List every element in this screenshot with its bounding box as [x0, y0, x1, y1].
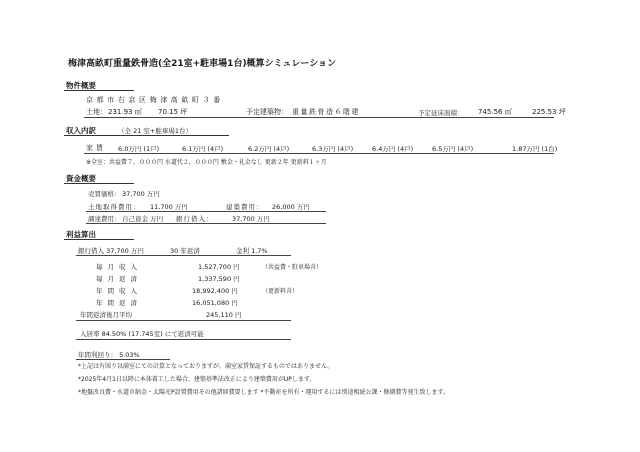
- row-annual-income-note: （更新料含）: [262, 288, 299, 295]
- loan-value: 37,700 万円: [232, 215, 270, 223]
- rent-5: 6.4万円 (4戸): [372, 145, 414, 153]
- footnote-3: *地盤改良費・水道市納金・太陽光P設置費用その他諸経費要します *不動産を所有・運用するには別途相続公課・修繕費等発生致します。: [78, 389, 450, 396]
- section-underline: [64, 183, 134, 184]
- self-funds: 自己資金 万円: [122, 215, 164, 223]
- floor-area-tsubo: 225.53 坪: [532, 108, 566, 116]
- row-monthly-avg-value: 245,110 円: [206, 311, 242, 319]
- section-underline: [64, 239, 134, 240]
- floor-area-m2: 745.56 ㎡: [478, 108, 512, 116]
- land-label: 土地：: [86, 108, 107, 116]
- page-title: 梅津高畝町重量鉄骨造(全21室+駐車場1台)概算シミュレーション: [68, 59, 337, 69]
- funds-rule-2: [86, 223, 326, 224]
- income-rule: [84, 153, 554, 154]
- property-address: 京都市右京区梅津高畝町３番: [86, 96, 224, 104]
- section-underline: [64, 135, 229, 136]
- rent-3: 6.2万円 (4戸): [248, 145, 290, 153]
- row-monthly-income-value: 1,527,700 円: [198, 263, 240, 271]
- property-rule: [84, 117, 554, 118]
- section-underline: [64, 90, 134, 91]
- price-value: 37,700 万円: [122, 190, 160, 198]
- row-monthly-repay-label: 毎月返済: [96, 275, 142, 283]
- loan-amount: 銀行借入 37,700 万円: [78, 247, 144, 255]
- source-label: 調達費用：: [88, 215, 121, 223]
- plan-label: 予定建築物：: [246, 108, 288, 116]
- rent-2: 6.1万円 (4戸): [182, 145, 224, 153]
- footnote-1: *上記は有図り以満室にての計算となっておりますが、満室家賃保証するものではありません。: [78, 363, 334, 370]
- occupancy-rate: 入居率 84.50% (17.745室) にて返済可能: [80, 330, 204, 338]
- rent-4: 6.3万円 (4戸): [312, 145, 354, 153]
- row-monthly-income-note: （共益費・駐車場含）: [262, 264, 323, 271]
- annual-yield: 年間利回り： 5.03%: [78, 351, 140, 359]
- loan-label: 銀行借入：: [176, 215, 214, 223]
- build-cost-value: 26,000 万円: [272, 203, 310, 211]
- land-area-m2: 231.93 ㎡: [108, 108, 142, 116]
- section-funds-heading: 資金概要: [66, 174, 96, 183]
- loan-term: 30 年返済: [170, 247, 200, 255]
- income-notes: ※全室：共益費７，０００円 水道代２，０００円 敷金・礼金なし 更新２年 更新料１ヶ月: [86, 159, 327, 166]
- row-annual-repay-value: 16,051,080 円: [192, 299, 238, 307]
- parking-rent: 1.87万円 (1台): [512, 145, 558, 153]
- row-annual-income-label: 年間収入: [96, 287, 142, 295]
- price-label: 売買価格：: [88, 190, 121, 198]
- footnote-2: *2025年4月1日以降に本体着工した場合、建築基準法改正により建築費用がUPします。: [78, 376, 316, 383]
- land-area-tsubo: 70.15 坪: [158, 108, 188, 116]
- rent-6: 6.5万円 (4戸): [432, 145, 474, 153]
- funds-rule-1: [86, 211, 326, 212]
- floor-area-label: 予定延床面積：: [418, 109, 464, 117]
- section-income-heading: 収入内訳: [66, 126, 96, 135]
- plan-value: 重量鉄骨造６階建: [292, 108, 360, 116]
- yield-rule: [76, 359, 170, 360]
- rent-label: 家賃: [86, 144, 106, 152]
- income-detail: （全 21 室+駐車場1台）: [118, 127, 192, 135]
- row-annual-repay-label: 年間返済: [96, 299, 142, 307]
- loan-rule: [76, 255, 291, 256]
- rent-1: 6.0万円 (1戸): [118, 145, 160, 153]
- section-property-heading: 物件概要: [66, 81, 96, 90]
- row-monthly-avg-label: 年間返済後月平均: [80, 311, 132, 319]
- row-annual-income-value: 18,992,400 円: [192, 287, 238, 295]
- row-monthly-income-label: 毎月収入: [96, 263, 142, 271]
- interest-rate: 金利 1.7%: [236, 247, 268, 255]
- section-profit-heading: 利益算出: [66, 230, 96, 239]
- profit-rule: [76, 320, 291, 321]
- build-cost-label: 建築費用：: [226, 203, 264, 211]
- occupancy-rule: [76, 339, 291, 340]
- land-cost-label: 土地取得費用：: [88, 203, 141, 211]
- land-cost-value: 11,700 万円: [150, 203, 188, 211]
- row-monthly-repay-value: 1,337,590 円: [198, 275, 240, 283]
